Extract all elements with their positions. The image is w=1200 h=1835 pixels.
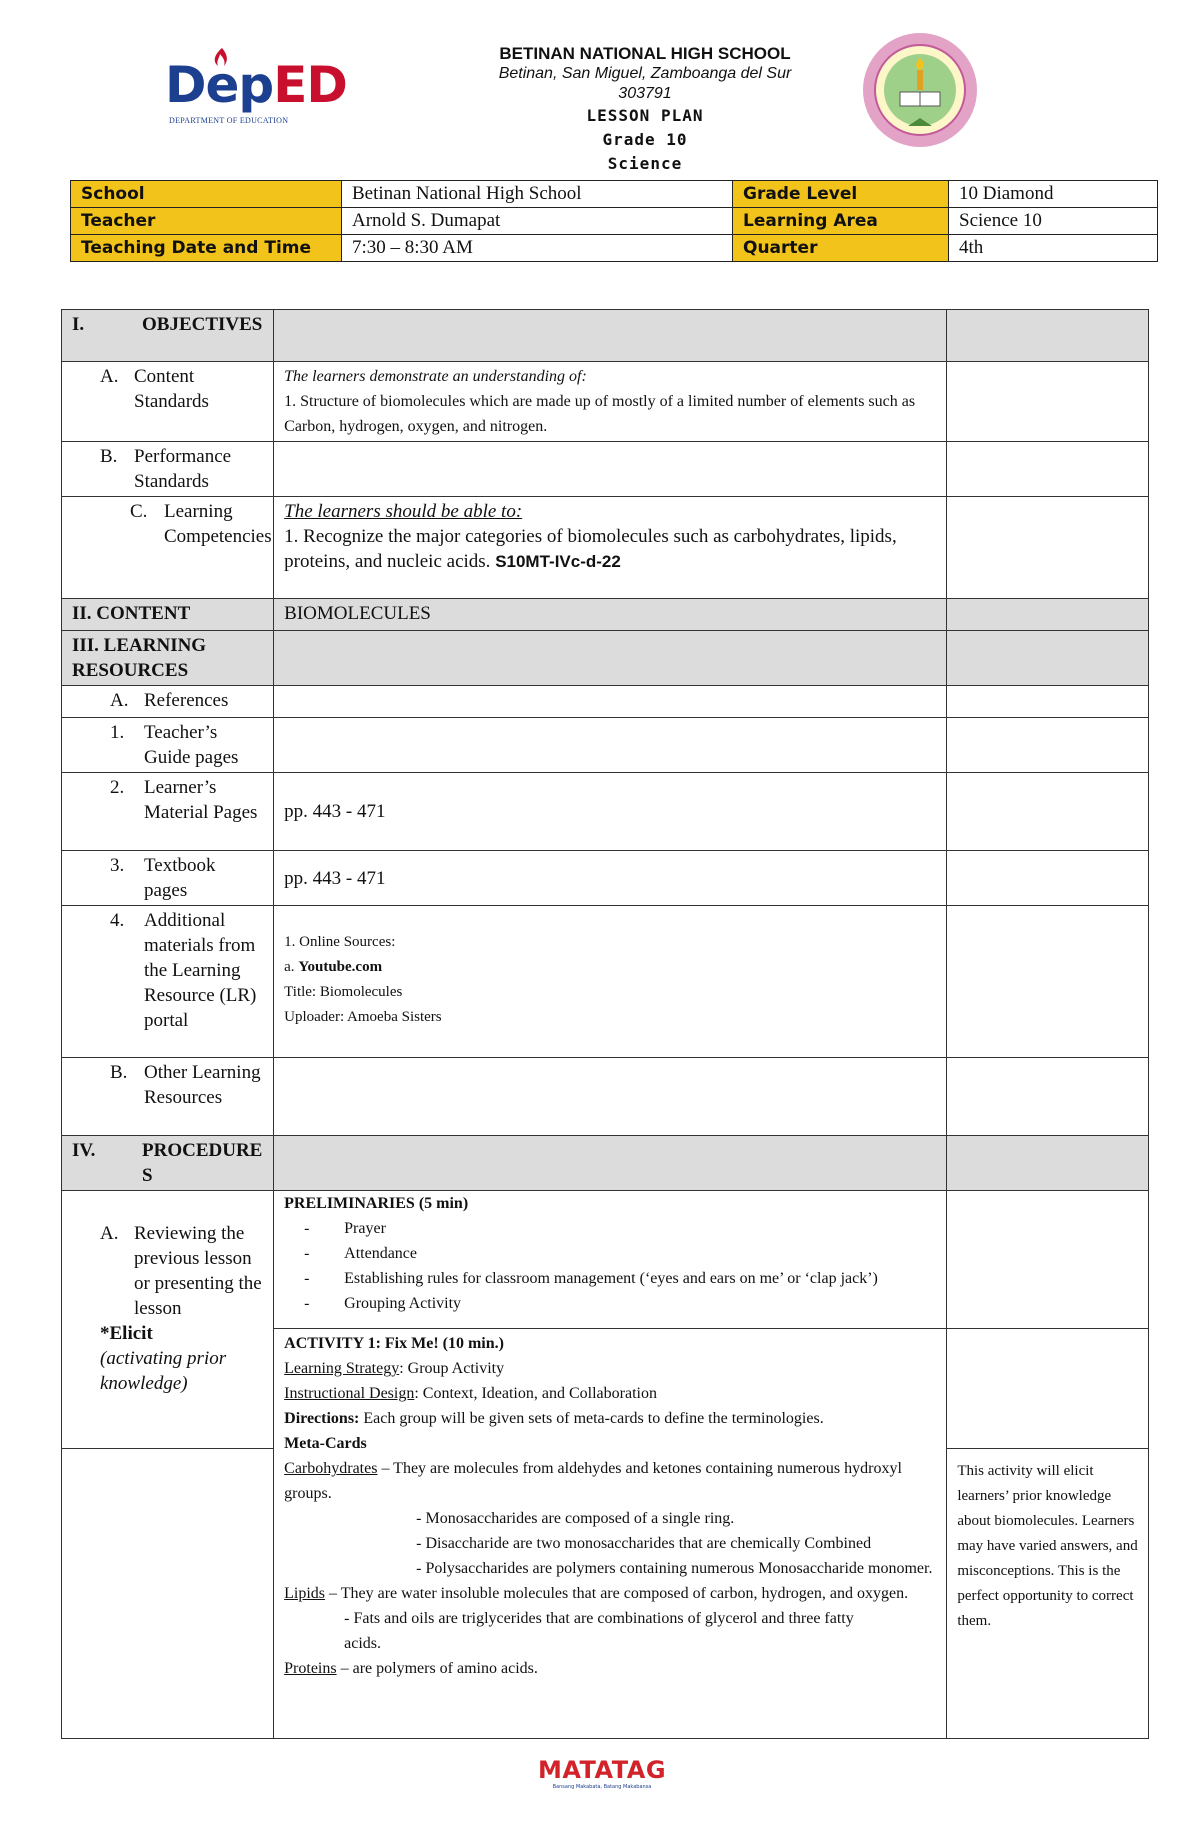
list-item: - Prayer [304,1216,936,1241]
school-name: BETINAN NATIONAL HIGH SCHOOL [499,44,791,63]
learning-competencies-label: Learning Competencies [164,501,272,547]
content-standards-intro: The learners demonstrate an understanding of: [284,368,587,385]
lesson-table [61,309,1149,1739]
textbook-label: Textbook pages [144,855,216,901]
info-table [70,180,1158,262]
content-standards-label: Content Standards [134,366,209,412]
learners-material-row: 2. Learner’s Material Pages pp. 443 - 471 [62,773,1149,851]
teachers-guide-label: Teacher’s Guide pages [144,722,239,768]
list-item: - Grouping Activity [304,1291,936,1316]
elicit-note: (activating prior knowledge) [100,1348,227,1394]
torch-icon [209,46,235,76]
school-label: School [71,181,342,208]
school-seal-icon [860,30,980,150]
list-item: - Establishing rules for classroom management (‘eyes and ears on me’ or ‘clap jack’) [304,1266,936,1291]
teaching-date-label: Teaching Date and Time [71,235,342,262]
teacher-label: Teacher [71,208,342,235]
objectives-heading: I. OBJECTIVES [62,310,274,362]
other-resources-row: B. Other Learning Resources [62,1058,1149,1136]
teacher-value: Arnold S. Dumapat [342,208,733,235]
procedures-heading: IV. PROCEDURES [62,1136,274,1191]
content-row [62,599,1149,631]
grade-level-label: Grade Level [733,181,949,208]
matatag-tagline: Bansang Makabata, Batang Makabansa [552,1784,652,1790]
teaching-date-value: 7:30 – 8:30 AM [342,235,733,262]
grade-level-value: 10 Diamond [949,181,1158,208]
youtube-link[interactable]: Youtube.com [298,959,383,975]
content-standards-row: A. Content Standards The learners demonstrate an understanding of: 1. Structure of biomolecules which are made up of mostly of a limited number of elements such as Carbon, hydrogen, oxygen, and nitrogen. [62,362,1149,442]
online-sources: 1. Online Sources: a. Youtube.com Title: Biomolecules Uploader: Amoeba Sisters [274,906,947,1058]
learning-competencies-row: C. Learning Competencies The learners should be able to: 1. Recognize the major categories of biomolecules such as carbohydrates, lipids, proteins, and nucleic acids. S10MT-IVc-d-22 [62,497,1149,599]
textbook-value: pp. 443 - 471 [274,851,947,906]
preliminaries-row: A. Reviewing the previous lesson or presenting the lesson *Elicit (activating prior knowledge) PRELIMINARIES (5 min) - Prayer - Attendance - Establishing rules for classroom management (‘eyes and ears on me’ or ‘clap jack’) - Grouping Activity [62,1191,1149,1329]
school-value: Betinan National High School [342,181,733,208]
performance-standards-row: B. Performance Standards [62,442,1149,497]
logo-text-dep: Dep [165,56,274,114]
activity-cell: ACTIVITY 1: Fix Me! (10 min.) Learning Strategy: Group Activity Instructional Design: Context, Ideation, and Collaboration Directions: Each group will be given sets of meta-cards to define the terminologies. Meta-Cards Carbohydrates – They are molecules from aldehydes and ketones containing numerous hydroxyl groups. - Monosaccharides are composed of a single ring. - Disaccharide are two monosaccharides that are chemically Combined - Polysaccharides are polymers containing numerous Monosaccharide monomer. Lipids – They are water insoluble molecules that are composed of carbon, hydrogen, and oxygen. - Fats and oils are triglycerides that are combinations of glycerol and three fatty acids. Proteins – are polymers of amino acids. [274,1329,947,1739]
learners-material-label: Learner’s Material Pages [144,777,258,823]
references-row: A. References [62,686,1149,718]
subject-title: Science [607,154,683,173]
other-resources-label: Other Learning Resources [144,1062,261,1108]
preliminaries-title: PRELIMINARIES (5 min) [284,1195,469,1212]
quarter-value: 4th [949,235,1158,262]
additional-materials-label: Additional materials from the Learning Resource (LR) portal [144,910,257,1031]
info-row [71,208,1158,235]
activity-note: This activity will elicit learners’ prior knowledge about biomolecules. Learners may have varied answers, and misconceptions. This is the perfect opportunity to correct them. [947,1449,1149,1739]
matatag-wordmark: MATATAG [537,1756,667,1784]
school-id: 303791 [618,85,672,102]
logo-subtitle: DEPARTMENT OF EDUCATION [169,116,289,125]
info-row [71,181,1158,208]
additional-materials-row: 4. Additional materials from the Learning Resource (LR) portal 1. Online Sources: a. Youtube.com Title: Biomolecules Uploader: Amoeba Sisters [62,906,1149,1058]
learning-resources-row [62,631,1149,686]
performance-standards-label: Performance Standards [134,446,232,492]
elicit-label: *Elicit [100,1323,153,1344]
document-type: LESSON PLAN [586,106,704,125]
competency-code: S10MT-IVc-d-22 [495,552,621,571]
teachers-guide-row: 1. Teacher’s Guide pages [62,718,1149,773]
references-label: References [144,690,229,711]
grade-title: Grade 10 [602,130,688,149]
learning-area-label: Learning Area [733,208,949,235]
document-header [400,44,890,176]
textbook-row: 3. Textbook pages pp. 443 - 471 [62,851,1149,906]
logo-text-ed: ED [273,56,347,114]
content-heading: II. CONTENT [62,599,274,631]
learning-resources-heading: III. LEARNING RESOURCES [62,631,274,686]
learning-competencies-text: 1. Recognize the major categories of biomolecules such as carbohydrates, lipids, proteins, and nucleic acids. [284,526,897,572]
learning-area-value: Science 10 [949,208,1158,235]
objectives-row [62,310,1149,362]
reviewing-label: Reviewing the previous lesson or presenting the lesson [134,1223,262,1319]
list-item: - Attendance [304,1241,936,1266]
learners-material-value: pp. 443 - 471 [274,773,947,851]
matatag-logo [532,1756,672,1790]
meta-cards-title: Meta-Cards [284,1435,367,1452]
procedures-row [62,1136,1149,1191]
activity-title: ACTIVITY 1: Fix Me! (10 min.) [284,1335,504,1352]
school-address: Betinan, San Miguel, Zamboanga del Sur [498,65,792,82]
content-standards-text: 1. Structure of biomolecules which are made up of mostly of a limited number of elements such as Carbon, hydrogen, oxygen, and nitrogen. [284,393,916,435]
quarter-label: Quarter [733,235,949,262]
content-value: BIOMOLECULES [274,599,947,631]
info-row [71,235,1158,262]
deped-logo [165,46,347,126]
preliminaries-list [284,1216,936,1316]
learning-competencies-intro: The learners should be able to: [284,501,523,522]
